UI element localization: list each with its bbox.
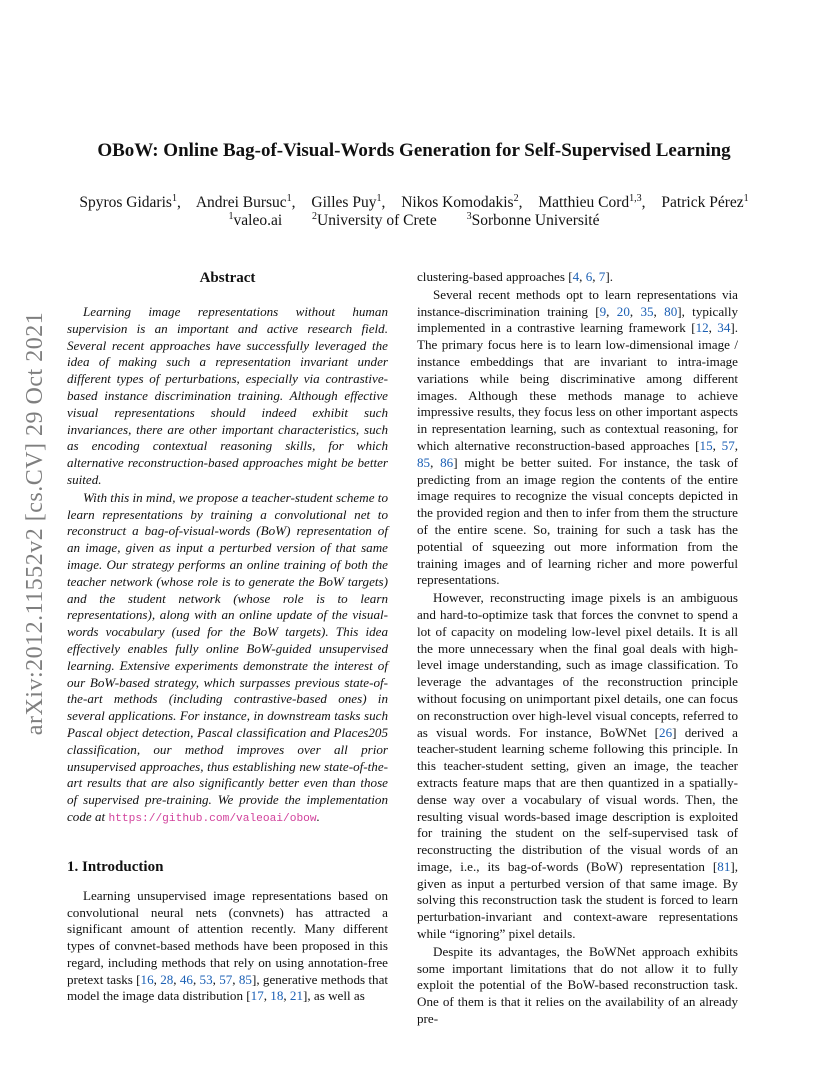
body-paragraph: Learning unsupervised image representations based on convolutional neural nets (convnets) has attracted a significant amount of attention recently. Many different types of convnet-based methods have been proposed in this regard, including methods that rely on using annotation-free pretext tasks [16, 28, 46, 53, 57, 85], generative methods that model the image data distribution [17, 18, 21], as well as	[67, 887, 389, 1004]
citation-link[interactable]: 28	[160, 971, 174, 987]
author: Spyros Gidaris$^1$,	[79, 193, 181, 211]
body-paragraph: clustering-based approaches [4, 6, 7].	[417, 269, 613, 284]
code-link[interactable]: https://github.com/valeoai/obow	[108, 812, 317, 825]
citation-link[interactable]: 20	[616, 303, 630, 319]
body-paragraph: Despite its advantages, the BoWNet approach exhibits some important limitations that do not allow it to fully exploit the potential of the BoW-based reconstruction task. One of them is that it relies on the availability of an already pre-	[417, 943, 738, 1027]
citation-link[interactable]: 18	[270, 988, 284, 1004]
right-column	[417, 269, 738, 1028]
citation-link[interactable]: 26	[659, 724, 673, 740]
author: Nikos Komodakis$^2$,	[401, 193, 523, 211]
citation-link[interactable]: 57	[721, 437, 735, 453]
citation-link[interactable]: 9	[599, 303, 607, 319]
author: Gilles Puy$^1$,	[311, 193, 386, 211]
citation-link[interactable]: 85	[238, 971, 252, 987]
citation-link[interactable]: 57	[219, 971, 233, 987]
author: Matthieu Cord$^{1,3}$,	[538, 193, 646, 211]
citation-link[interactable]: 7	[598, 269, 606, 284]
citation-link[interactable]: 15	[699, 437, 713, 453]
introduction-heading: 1. Introduction	[67, 858, 164, 875]
affiliation-list	[0, 212, 828, 230]
affiliation: $^1$valeo.ai	[228, 211, 283, 229]
citation-link[interactable]: 53	[199, 971, 213, 987]
citation-link[interactable]: 34	[717, 320, 731, 336]
citation-link[interactable]: 12	[695, 320, 709, 336]
affiliation: $^2$University of Crete	[312, 211, 437, 229]
author: Patrick Pérez$^1$	[661, 193, 749, 211]
abstract-paragraph: Learning image representations without human supervision is an important and active research field. Several recent approaches have successfully leveraged the idea of making such a representation invariant under different types of perturbations, especially via contrastive-based instance discrimination training. Although effective visual representations should indeed exhibit such invariances, there are other important characteristics, such as encoding contextual reasoning skills, for which alternative reconstruction-based approaches might be better suited.	[67, 304, 388, 487]
citation-link[interactable]: 16	[140, 971, 154, 987]
paper-title: OBoW: Online Bag-of-Visual-Words Generation for Self-Supervised Learning	[97, 140, 731, 161]
citation-link[interactable]: 80	[664, 303, 678, 319]
arxiv-stamp: arXiv:2012.11552v2 [cs.CV] 29 Oct 2021	[22, 311, 49, 735]
author: Andrei Bursuc$^1$,	[195, 193, 296, 211]
body-paragraph: However, reconstructing image pixels is an ambiguous and hard-to-optimize task that forces the convnet to spend a lot of capacity on modeling low-level pixel details. It is all the more unnecessary when the final goal deals with high-level image understanding, such as image classification. To leverage the advantages of the reconstruction principle without focusing on unimportant pixel details, one can focus on reconstruction over high-level visual concepts, referred to as visual words. For instance, BoWNet [26] derived a teacher-student learning scheme following this principle. In this teacher-student setting, given an image, the teacher extracts feature maps that are then quantized in a spatially-dense way over a vocabulary of visual words. Then, the resulting visual words-based image description is exploited for training the student on the self-supervised task of reconstructing the distribution of the visual words of an image, i.e., its bag-of-words (BoW) representation [81], given as input a perturbed version of that same image. By solving this reconstruction task the student is forced to learn perturbation-invariant and context-aware representations while “ignoring” pixel details.	[417, 590, 738, 942]
abstract	[67, 304, 388, 828]
affiliation: $^3$Sorbonne Université	[466, 211, 600, 229]
citation-link[interactable]: 81	[717, 858, 731, 874]
citation-link[interactable]: 17	[250, 988, 264, 1004]
abstract-heading: Abstract	[199, 270, 256, 286]
citation-link[interactable]: 85	[417, 454, 431, 470]
citation-link[interactable]: 86	[440, 454, 454, 470]
citation-link[interactable]: 4	[572, 269, 580, 284]
citation-link[interactable]: 35	[640, 303, 654, 319]
abstract-paragraph: With this in mind, we propose a teacher-student scheme to learn representations by training a convolutional net to reconstruct a bag-of-visual-words (BoW) representation of an image, given as input a perturbed version of that same image. Our strategy performs an online training of both the teacher network (whose role is to generate the BoW targets) and the student network (whose role is to learn representations), along with an online update of the visual-words vocabulary (used for the BoW targets). This idea effectively enables fully online BoW-guided unsupervised learning. Extensive experiments demonstrate the interest of our BoW-based strategy, which surpasses previous state-of-the-art methods (including contrastive-based ones) in several applications. For instance, in downstream tasks such Pascal object detection, Pascal classification and Places205 classification, our method improves over all prior unsupervised approaches, thus establishing new state-of-the-art results that are also significantly better even than those of supervised pre-training. We provide the implementation code at https://github.com/valeoai/obow.	[67, 489, 388, 825]
body-paragraph: Several recent methods opt to learn representations via instance-discrimination training [9, 20, 35, 80], typically implemented in a contrastive learning framework [12, 34]. The primary focus here is to learn low-dimensional image / instance embeddings that are invariant to intra-image variations while being discriminative among different images. Although these methods manage to achieve impressive results, they focus less on other important aspects in representation learning, such as contextual reasoning, for which alternative reconstruction-based approaches [15, 57, 85, 86] might be better suited. For instance, the task of predicting from an image region the contents of the entire image requires to recognize the visual concepts depicted in the provided region and then to infer from them the structure of the entire scene. So, training for such a task has the potential of squeezing out more information from the training images and of learning richer and more powerful representations.	[417, 286, 739, 588]
citation-link[interactable]: 21	[289, 988, 304, 1004]
citation-link[interactable]: 6	[585, 269, 593, 284]
author-list	[0, 194, 828, 212]
citation-link[interactable]: 46	[179, 971, 193, 987]
left-column	[67, 268, 388, 1005]
